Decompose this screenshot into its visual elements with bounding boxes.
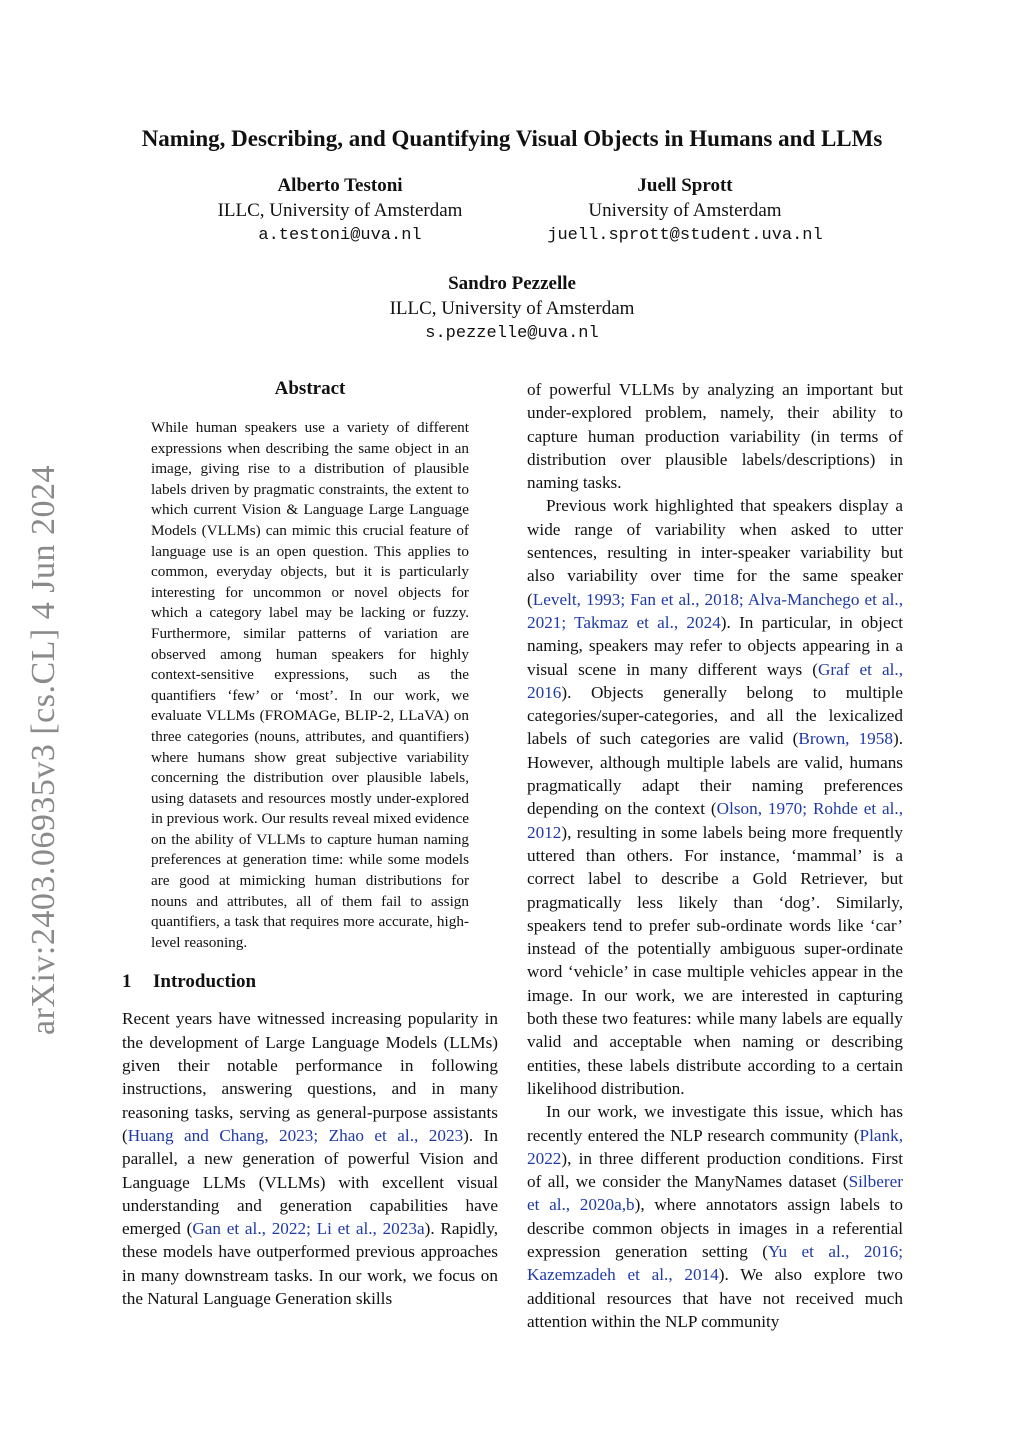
intro-paragraph-3: [527, 1100, 903, 1333]
paragraph-text: Recent years have witnessed increasing popularity in the development of Large Language Models (LLMs) given their notable performance in following instructions, answering questions, and in many reasoning tasks, serving as general-purpose assistants (: [122, 1009, 498, 1145]
citation-link[interactable]: Brown, 1958: [798, 729, 893, 749]
citation-link[interactable]: Huang and Chang, 2023; Zhao et al., 2023: [127, 1125, 464, 1145]
author-name: Sandro Pezzelle: [448, 273, 576, 294]
paragraph-text: ). In particular, in object naming, speakers may refer to objects appearing in a visual scene in many different ways (: [527, 612, 903, 679]
citation-link[interactable]: Gan et al., 2022; Li et al., 2023a: [192, 1219, 425, 1239]
citation-link[interactable]: Olson, 1970; Rohde et al., 2012: [527, 799, 903, 842]
paragraph-text: ), resulting in some labels being more frequently uttered than others. For instance, ‘mammal’ is a correct label to describe a Gold Retriever, but pragmatically less likely than ‘dog’. Similarly, speakers tend to prefer sub-ordinate words like ‘car’ instead of the potentially ambiguous super-ordinate word ‘vehicle’ in case multiple vehicles appear in the image. In our work, we are interested in capturing both these two features: while many labels are equally valid and acceptable when naming or describing entities, these labels distribute according to a certain likelihood distribution.: [527, 822, 903, 1098]
paragraph-text: ). In parallel, a new generation of powerful Vision and Language LLMs (VLLMs) with excellent visual understanding and generation capabilities have emerged (: [122, 1125, 498, 1239]
citation-link[interactable]: Plank, 2022: [527, 1125, 903, 1168]
author-name: Juell Sprott: [637, 175, 733, 196]
section-number: 1: [122, 971, 132, 993]
author-name: Alberto Testoni: [277, 175, 403, 196]
abstract-text: While human speakers use a variety of different expressions when describing the same object in an image, giving rise to a distribution of plausible labels driven by pragmatic constraints, the extent to which current Vision & Language Large Language Models (VLLMs) can mimic this crucial feature of language use is an open question. This applies to common, everyday objects, but it is particularly interesting for uncommon or novel objects for which a category label may be lacking or fuzzy. Furthermore, similar patterns of variation are observed among human speakers for highly context-sensitive expressions, such as the quantifiers ‘few’ or ‘most’. In our work, we evaluate VLLMs (FROMAGe, BLIP-2, LLaVA) on three categories (nouns, attributes, and quantifiers) where humans show great subjective variability concerning the distribution over plausible labels, using datasets and resources mostly under-explored in previous work. Our results reveal mixed evidence on the ability of VLLMs to capture human naming preferences at generation time: while some models are good at mimicking human distributions for nouns and attributes, all of them fail to assign quantifiers, a task that requires more accurate, high-level reasoning.: [151, 419, 469, 951]
author-affiliation: University of Amsterdam: [588, 200, 782, 221]
author-block-1: [190, 173, 490, 248]
paragraph-text: In our work, we investigate this issue, which has recently entered the NLP research community (: [527, 1102, 903, 1145]
citation-link[interactable]: Levelt, 1993; Fan et al., 2018; Alva-Manchego et al., 2021; Takmaz et al., 2024: [527, 589, 903, 632]
section-heading-introduction: [122, 971, 498, 993]
citation-link[interactable]: Graf et al., 2016: [527, 659, 903, 702]
paragraph-text: ). Objects generally belong to multiple categories/super-categories, and all the lexicalized labels of such categories are valid (: [527, 682, 903, 749]
arxiv-identifier-text: arXiv:2403.06935v3 [cs.CL] 4 Jun 2024: [25, 464, 63, 1036]
intro-paragraph-2: [527, 494, 903, 1100]
author-email[interactable]: s.pezzelle@uva.nl: [425, 324, 599, 343]
author-affiliation: ILLC, University of Amsterdam: [389, 298, 635, 319]
paragraph-text: ), in three different production conditions. First of all, we consider the ManyNames dataset (: [527, 1148, 903, 1192]
right-column: [527, 378, 903, 1333]
left-column: [122, 378, 498, 1310]
intro-paragraph-1-continued: [527, 378, 903, 494]
paragraph-text: of powerful VLLMs by analyzing an important but under-explored problem, namely, their ability to capture human production variability (in terms of distribution over plausible labels/descriptions) in naming tasks.: [527, 380, 903, 493]
paragraph-text: ). Rapidly, these models have outperformed previous approaches in many downstream tasks. In our work, we focus on the Natural Language Generation skills: [122, 1219, 499, 1308]
citation-link[interactable]: Silberer et al., 2020a,b: [527, 1172, 903, 1215]
intro-paragraph-1: [122, 1007, 498, 1310]
author-email[interactable]: juell.sprott@student.uva.nl: [547, 226, 823, 245]
arxiv-identifier-sidebar: [22, 460, 66, 1040]
paragraph-text: ), where annotators assign labels to describe common objects in images in a referential expression generation setting (: [527, 1195, 904, 1261]
author-block-3: [362, 271, 662, 346]
citation-link[interactable]: Yu et al., 2016; Kazemzadeh et al., 2014: [527, 1241, 903, 1285]
author-affiliation: ILLC, University of Amsterdam: [217, 200, 463, 221]
paragraph-text: ). However, although multiple labels are valid, humans pragmatically adapt their naming preferences depending on the context (: [527, 729, 903, 819]
author-email[interactable]: a.testoni@uva.nl: [258, 226, 422, 245]
paper-title: Naming, Describing, and Quantifying Visual Objects in Humans and LLMs: [141, 126, 883, 151]
section-title: Introduction: [153, 971, 257, 993]
paragraph-text: ). We also explore two additional resources that have not received much attention within the NLP community: [527, 1265, 903, 1331]
paragraph-text: Previous work highlighted that speakers display a wide range of variability when asked to utter sentences, resulting in inter-speaker variability but also variability over time for the same speaker (: [527, 496, 903, 609]
author-block-2: [520, 173, 850, 248]
abstract-heading: Abstract: [274, 378, 346, 399]
